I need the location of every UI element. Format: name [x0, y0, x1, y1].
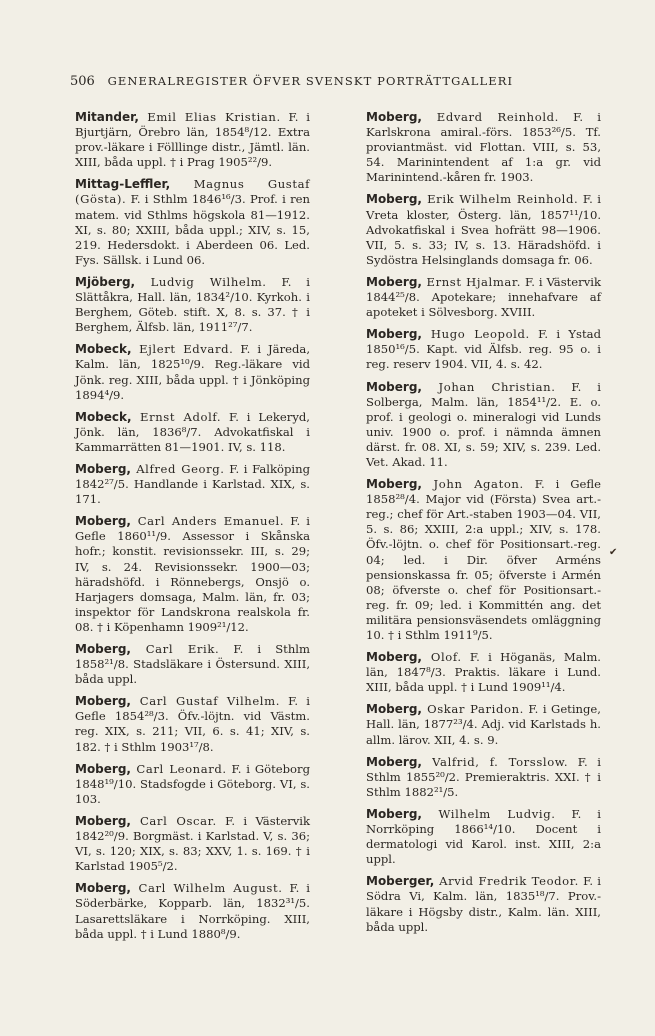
entry-text: F. i Ystad 1850¹⁶/5. Kapt. vid Älfsb. reg. 95 o. i reg. reserv 1904. VII, 4. s. 42.: [366, 327, 601, 372]
entry-surname: Mjöberg,: [75, 274, 136, 289]
right-column: [366, 110, 601, 942]
entry-text: F. i Södra Vi, Kalm. län, 1835¹⁸/7. Prov.-läkare i Högsby distr., Kalm. län. XIII, båda uppl.: [366, 874, 601, 934]
entry-text: F. i Sthlm 1846¹⁶/3. Prof. i ren matem. vid Sthlms högskola 81—1912. XI, s. 80; XXIII, båda uppl.; XIV, s. 15, 219. Hedersdokt. i Aberdeen 06. Led. Fys. Sällsk. i Lund 06.: [75, 192, 310, 267]
register-entry: [75, 110, 310, 170]
register-entry: [366, 275, 601, 320]
running-header: [70, 74, 615, 89]
register-entry: [366, 755, 601, 800]
register-entry: [75, 814, 310, 874]
entry-surname: Moberg,: [366, 327, 422, 342]
entry-given-names: Carl Wilhelm August.: [130, 881, 283, 896]
entry-given-names: Carl Anders Emanuel.: [130, 514, 285, 529]
entry-text: F. i Sthlm 1855²⁰/2. Premieraktris. XXI. † i Sthlm 1882²¹/5.: [366, 754, 601, 799]
page-title: GENERALREGISTER ÖFVER SVENSKT PORTRÄTTGALLERI: [107, 74, 514, 88]
entry-text: F. i Norrköping 1866¹⁴/10. Docent i dermatologi vid Karol. inst. XIII, 2:a uppl.: [366, 806, 601, 867]
entry-text: F. i Solberga, Malm. län, 1854¹¹/2. E. o. prof. i geologi o. mineralogi vid Lunds univ. 1900 o. prof. i nämnda ämnen därst. fr. 08. XI, s. 59; XIV, s. 239. Led. Vet. Akad. 11.: [366, 379, 601, 469]
entry-given-names: Magnus Gustaf (Gösta).: [75, 177, 310, 207]
entry-surname: Moberg,: [75, 514, 131, 529]
entry-surname: Moberg,: [366, 274, 422, 289]
entry-surname: Moberg,: [366, 754, 422, 769]
entry-given-names: Wilhelm Ludvig.: [421, 806, 556, 821]
register-entry: [75, 342, 310, 402]
entry-given-names: Erik Wilhelm Reinhold.: [421, 192, 579, 207]
entry-surname: Moberg,: [75, 642, 131, 656]
register-entry: [366, 192, 601, 267]
entry-text: F. i Söderbärke, Kopparb. län, 1832³¹/5. Lasarettsläkare i Norrköping. XIII, båda uppl. † i Lund 1880⁸/9.: [75, 881, 310, 941]
entry-given-names: Alfred Georg.: [130, 461, 225, 476]
entry-text: F. i Vreta kloster, Österg. län, 1857¹¹/10. Advokatfiskal i Svea hofrätt 98—1906. VII, 5. s. 33; IV, s. 13. Häradshöfd. i Sydöstra Helsinglands domsaga fr. 06.: [366, 192, 601, 267]
register-entry: [75, 881, 310, 941]
entry-given-names: Valfrid, f. Torsslow.: [421, 754, 569, 769]
entry-text: F. i Slättåkra, Hall. län, 1834²/10. Kyrkoh. i Berghem, Göteb. stift. X, 8. s. 37. † i Berghem, Älfsb. län, 1911²⁷/7.: [75, 274, 310, 335]
entry-given-names: Olof.: [421, 650, 462, 665]
register-entry: [75, 462, 310, 507]
register-entry: [366, 874, 601, 934]
register-entry: [75, 177, 310, 268]
entry-given-names: Emil Elias Kristian.: [138, 110, 281, 124]
register-entry: [366, 110, 601, 185]
entry-surname: Moberg,: [366, 110, 422, 124]
entry-text: F. i Sthlm 1858²¹/8. Stadsläkare i Östersund. XIII, båda uppl.: [75, 642, 310, 687]
entry-given-names: Carl Leonard.: [130, 761, 227, 776]
register-entry: [366, 807, 601, 867]
register-entry: [75, 642, 310, 687]
register-entry: [366, 702, 601, 747]
entry-given-names: Hugo Leopold.: [421, 327, 530, 342]
entry-surname: Mittag-Leffler,: [75, 177, 171, 192]
entry-text: F. i Göteborg 1848¹⁹/10. Stadsfogde i Göteborg. VI, s. 103.: [75, 761, 310, 806]
entry-text: F. i Västervik 1842²⁰/9. Borgmäst. i Karlstad. V, s. 36; VI, s. 120; XIX, s. 83; XXV, 1. s. 169. † i Karlstad 1905⁵/2.: [75, 813, 311, 874]
entry-given-names: Ernst Adolf.: [131, 409, 222, 424]
register-entry: [366, 327, 601, 372]
entry-surname: Moberg,: [75, 694, 131, 709]
entry-text: F. i Lekeryd, Jönk. län, 1836⁸/7. Advokatfiskal i Kammarrätten 81—1901. IV, s. 118.: [75, 409, 310, 454]
entry-text: F. i Bjurtjärn, Örebro län, 1854⁸/12. Extra prov.-läkare i Fölllinge distr., Jämtl. län. XIII, båda uppl. † i Prag 1905²²/9.: [75, 110, 310, 170]
register-entry: [75, 410, 310, 455]
margin-check-mark: ✔: [609, 547, 618, 558]
entry-surname: Moberg,: [75, 761, 131, 776]
entry-given-names: Carl Erik.: [130, 642, 220, 656]
entry-text: F. i Höganäs, Malm. län, 1847⁸/3. Praktis. läkare i Lund. XIII, båda uppl. † i Lund 1909¹¹/4.: [366, 650, 601, 695]
entry-surname: Moberg,: [366, 702, 422, 717]
entry-surname: Moberg,: [75, 813, 131, 828]
entry-given-names: Carl Gustaf Vilhelm.: [130, 694, 280, 709]
entry-text: F. i Gefle 1860¹¹/9. Assessor i Skånska hofr.; konstit. revisionssekr. III, s. 29; IV, s. 24. Revisionssekr. 1900—03; häradshöfd. i Rönnebergs, Onsjö o. Harjagers domsaga, Malm. län, fr. 03; inspektor för Landskrona realskola fr. 08. † i Köpenhamn 1909²¹/12.: [75, 514, 310, 634]
entry-given-names: Johan Christian.: [421, 379, 556, 394]
entry-given-names: Ernst Hjalmar.: [421, 274, 522, 289]
entry-text: F. i Järeda, Kalm. län, 1825¹⁰/9. Reg.-läkare vid Jönk. reg. XIII, båda uppl. † i Jönköping 1894⁴/9.: [75, 342, 311, 402]
entry-given-names: Oskar Paridon.: [421, 702, 524, 717]
register-entry: [75, 514, 310, 635]
entry-text: F. i Gefle 1854²⁸/3. Öfv.-löjtn. vid Västm. reg. XIX, s. 211; VII, 6. s. 41; XIV, s. 182. † i Sthlm 1903¹⁷/8.: [75, 694, 310, 754]
register-entry: [366, 380, 601, 471]
entry-surname: Moberg,: [75, 461, 131, 476]
entry-surname: Moberg,: [366, 477, 422, 492]
entry-surname: Mobeck,: [75, 409, 132, 424]
entry-surname: Mobeck,: [75, 342, 132, 357]
entry-given-names: Edvard Reinhold.: [421, 110, 559, 124]
entry-text: F. i Getinge, Hall. län, 1877²³/4. Adj. vid Karlstads h. allm. lärov. XII, 4. s. 9.: [366, 702, 601, 747]
register-entry: [75, 762, 310, 807]
entry-text: F. i Karlskrona amiral.-förs. 1853²⁶/5. Tf. proviantmäst. vid Flottan. VIII, s. 53, 54. Marinintendent af 1:a gr. vid Marinintend.-kåren fr. 1903.: [366, 110, 601, 185]
entry-surname: Moberger,: [366, 874, 435, 889]
page-number: 506: [70, 74, 95, 89]
entry-surname: Moberg,: [366, 650, 422, 665]
entry-text: F. i Falköping 1842²⁷/5. Handlande i Karlstad. XIX, s. 171.: [75, 461, 311, 507]
entry-surname: Moberg,: [75, 881, 131, 896]
entry-given-names: Ejlert Edvard.: [131, 342, 234, 357]
register-entry: [366, 650, 601, 695]
entry-surname: Moberg,: [366, 806, 422, 821]
entry-text: F. i Gefle 1858²⁸/4. Major vid (Första) Svea art.-reg.; chef för Art.-staben 1903—04. VII, 5. s. 86; XXIII, 2:a uppl.; XIV, s. 178. Öfv.-löjtn. o. chef för Positionsart.-reg. 04; led. i Dir. öfver Arméns pensionskassa fr. 05; öfverste i Armén 08; öfverste o. chef för Positionsart.-reg. fr. 09; led. i Kommittén ang. det militära pensionsväsendets omläggning 10. † i Sthlm 1911⁹/5.: [366, 477, 601, 642]
entry-given-names: Carl Oscar.: [130, 813, 217, 828]
register-entry: [366, 477, 601, 643]
entry-text: F. i Västervik 1844²⁵/8. Apotekare; innehafvare af apoteket i Sölvesborg. XVIII.: [366, 274, 601, 320]
register-entry: [75, 694, 310, 754]
left-column: [75, 110, 310, 949]
entry-given-names: Arvid Fredrik Teodor.: [434, 874, 579, 889]
entry-given-names: Ludvig Wilhelm.: [135, 274, 267, 289]
register-entry: [75, 275, 310, 335]
entry-surname: Mitander,: [75, 110, 139, 124]
entry-given-names: John Agaton.: [421, 477, 524, 492]
entry-surname: Moberg,: [366, 379, 422, 394]
entry-surname: Moberg,: [366, 192, 422, 207]
